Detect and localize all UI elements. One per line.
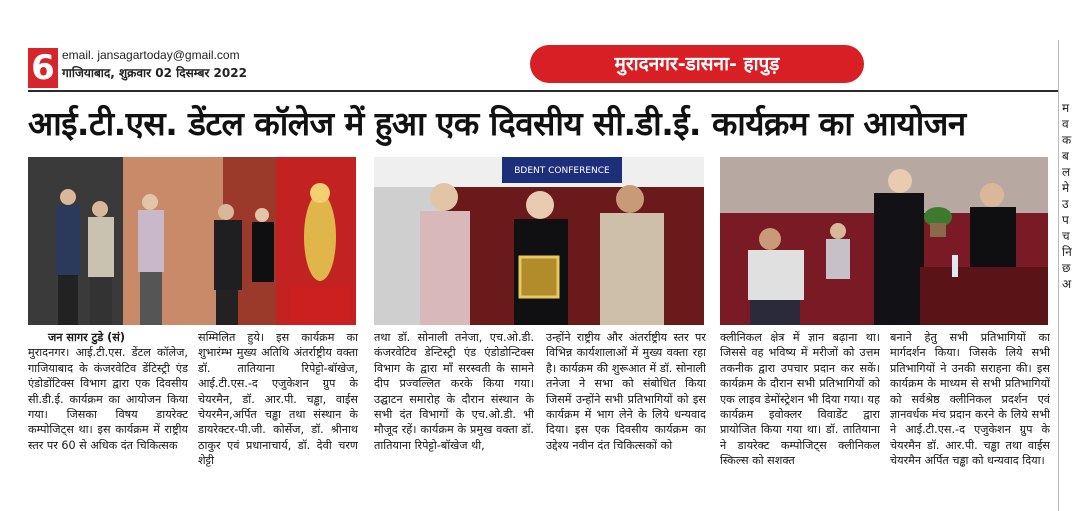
section-banner: मुरादनगर-डासना- हापुड़ [530,45,864,83]
header-divider [28,90,1058,92]
article-paragraph-5: क्लीनिकल क्षेत्र में ज्ञान बढ़ाना था। जिससे वह भविष्य में मरीजों को उत्तम तकनीक द्वारा उपचार प्रदान कर सकें। कार्यक्रम के दौरान सभी प्रतिभागियों को एक लाइव डेमोंस्ट्रेशन भी दिया गया। यह कार्यक्रम इवोक्लर विवाडेंट द्वारा प्रायोजित किया गया था। डॉ. तातियाना ने डायरेक्ट कम्पोजिट्स क्लीनिकल स्किल्स को सशक्त [720,331,880,468]
edge-fragment: नि [1062,245,1072,259]
article-paragraph-2: सम्मिलित हुये। इस कार्यक्रम का शुभारंम्भ मुख्य अतिथि अंतर्राष्ट्रीय वक्ता डॉ. तातियाना रिपेट्टो-बॉखेज, आई.टी.एस.-द एजुकेशन ग्रुप के चेयरमैन, डॉ. आर.पी. चड्ढा, वाईस चेयरमैन,अर्पित चड्ढा तथा संस्थान के डायरेक्टर-पी.जी. कोर्सेज, डॉ. श्रीनाथ ठाकुर एवं प्रधानाचार्य, डॉ. देवी चरण शेट्टी [198,331,358,468]
edge-fragment: ब [1062,149,1069,163]
edge-fragment: म [1062,101,1070,115]
article-column-5 [720,330,880,508]
article-column-6 [890,330,1050,508]
article-paragraph-6: बनाने हेतु सभी प्रतिभागियों का मार्गदर्शन किया। जिसके लिये सभी प्रतिभागियों ने उनकी सराहना की। इस कार्यक्रम के माध्यम से सभी प्रतिभागियों को सर्वश्रेष्ठ क्लीनिकल प्रदर्शन एवं ज्ञानवर्धक मंच प्रदान करने के लिये सभी ने आई.टी.एस.-द एजुकेशन ग्रुप के चेयरमैन डॉ. आर.पी. चड्ढा तथा वाईस चेयरमैन अर्पित चड्ढा को धन्यवाद दिया। [890,331,1050,468]
edge-fragment: व [1062,117,1069,131]
contact-email: email. jansagartoday@gmail.com [62,48,240,62]
headline: आई.टी.एस. डेंटल कॉलेज में हुआ एक दिवसीय सी.डी.ई. कार्यक्रम का आयोजन [28,104,966,143]
dateline: गाजियाबाद, शुक्रवार 02 दिसम्बर 2022 [62,66,247,80]
article-byline: जन सागर टुडे (सं) [48,331,125,344]
edge-fragment: मे [1062,181,1070,195]
page-header [0,40,1079,90]
photo-memento-presentation [374,157,704,325]
article-column-1 [28,330,188,508]
article-column-2 [198,330,358,508]
edge-fragment: उ [1062,197,1069,211]
photo-felicitation [720,157,1048,325]
edge-fragment: छ [1062,261,1071,275]
article-paragraph-4: उन्होंने राष्ट्रीय और अंतर्राष्ट्रीय स्तर पर विभिन्न कार्यशालाओं में मुख्य वक्ता रहा है। कार्यक्रम की शुरूआत में डॉ. सोनाली तनेजा ने सभा को संबोधित किया जिसमें उन्होंने सभी प्रतिभागियों को इस कार्यक्रम में भाग लेने के लिये धन्यवाद दिया। इस एक दिवसीय कार्यक्रम का उद्देश्य नवीन दंत चिकित्सकों को [546,331,706,452]
edge-fragment: ल [1062,165,1071,179]
edge-fragment: प [1062,213,1069,227]
adjacent-article-fragment [1062,100,1079,500]
conference-banner-text: BDENT CONFERENCE [514,166,610,176]
edge-fragment: च [1062,229,1070,243]
edge-fragment: अ [1062,277,1072,291]
column-divider [1058,40,1059,511]
article-paragraph-1: मुरादनगर। आई.टी.एस. डेंटल कॉलेज, गाजियाबाद के कंजरवेटिव डेंटिस्ट्री एंड एंडोडोंटिक्स विभाग द्वारा एक दिवसीय सी.डी.ई. कार्यक्रम का आयोजन किया गया। जिसका विषय डायरेक्ट कम्पोजिट्स था। इस कार्यक्रम में राष्ट्रीय स्तर पर 60 से अधिक दंत चिकित्सक [28,346,188,452]
edge-fragment: क [1062,133,1072,147]
page-number: 6 [28,48,58,88]
photo-lamp-lighting [28,157,356,325]
article-column-4 [546,330,706,508]
article-paragraph-3: तथा डॉ. सोनाली तनेजा, एच.ओ.डी. कंजरवेटिव डेन्टिस्ट्री एंड एंडोडोन्टिक्स विभाग के द्वारा माँ सरस्वती के सामने दीप प्रज्वल्लित करके किया गया। उद्घाटन समारोह के दौरान संस्थान के सभी दंत विभागों के एच.ओ.डी. भी मौजूद रहें। कार्यक्रम के प्रमुख वक्ता डॉ. तातियाना रिपेट्टो-बॉखेज थी, [374,331,534,452]
article-column-3 [374,330,534,508]
